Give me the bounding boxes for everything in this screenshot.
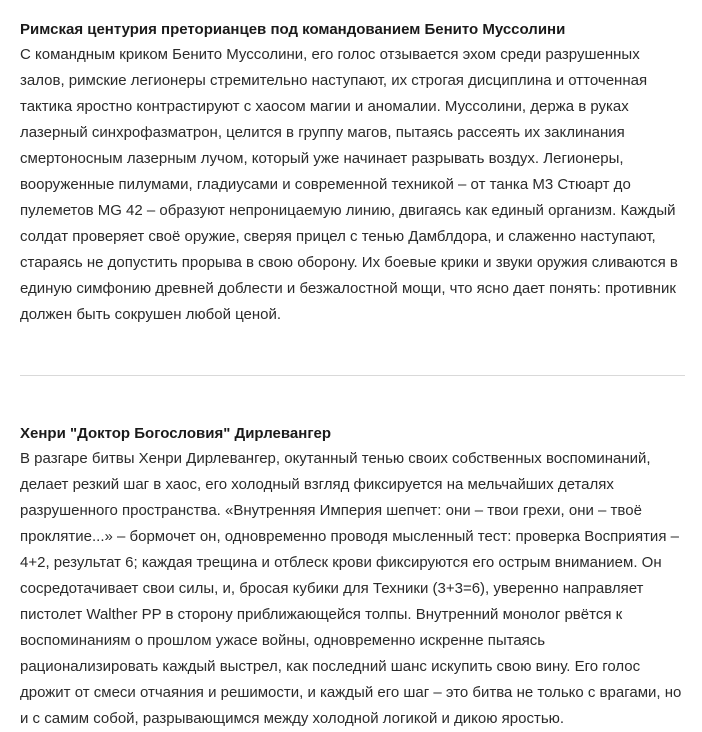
section-title: Хенри "Доктор Богословия" Дирлевангер bbox=[20, 425, 332, 442]
section-body: В разгаре битвы Хенри Дирлевангер, окутанный тенью своих собственных воспоминаний, делает резкий шаг в хаос, его холодный взгляд фиксируется на мельчайших деталях разрушенного пространства. «Внутренняя Империя шепчет: они – твои грехи, они – твоё проклятие...» – бормочет он, одновременно проводя мысленный тест: проверка Восприятия – 4+2, результат 6; каждая трещина и отблеск крови фиксируются его острым вниманием. Он сосредотачивает свои силы, и, бросая кубики для Техники (3+3=6), уверенно направляет пистолет Walther PP в сторону приближающейся толпы. Внутренний монолог рвётся к воспоминаниям о прошлом ужасе войны, одновременно искренне пытаясь рационализировать каждый выстрел, как последний шанс искупить свою вину. Его голос дрожит от смеси отчаяния и решимости, и каждый его шаг – это битва не только с врагами, но и с самим собой, разрывающимся между холодной логикой и дикою яростью. bbox=[20, 450, 682, 727]
section-body: С командным криком Бенито Муссолини, его голос отзывается эхом среди разрушенных залов, римские легионеры стремительно наступают, их строгая дисциплина и отточенная тактика яростно контрастируют с хаосом магии и аномалии. Муссолини, держа в руках лазерный синхрофазматрон, целится в группу магов, пытаясь рассеять их заклинания смертоносным лазерным лучом, который уже начинает разрывать воздух. Легионеры, вооруженные пилумами, гладиусами и современной техникой – от танка M3 Стюарт до пулеметов MG 42 – образуют непроницаемую линию, двигаясь как единый организм. Каждый солдат проверяет своё оружие, сверяя прицел с тенью Дамблдора, и слаженно наступают, стараясь не допустить прорыва в свою оборону. Их боевые крики и звуки оружия сливаются в единую симфонию древней доблести и безжалостной мощи, что ясно дает понять: противник должен быть сокрушен любой ценой. bbox=[20, 46, 678, 323]
section-dirlewanger bbox=[20, 422, 685, 732]
section-praetorian-centuria bbox=[20, 18, 685, 328]
document bbox=[20, 18, 685, 732]
section-title: Римская центурия преторианцев под командованием Бенито Муссолини bbox=[20, 21, 566, 38]
section-divider bbox=[20, 375, 685, 376]
